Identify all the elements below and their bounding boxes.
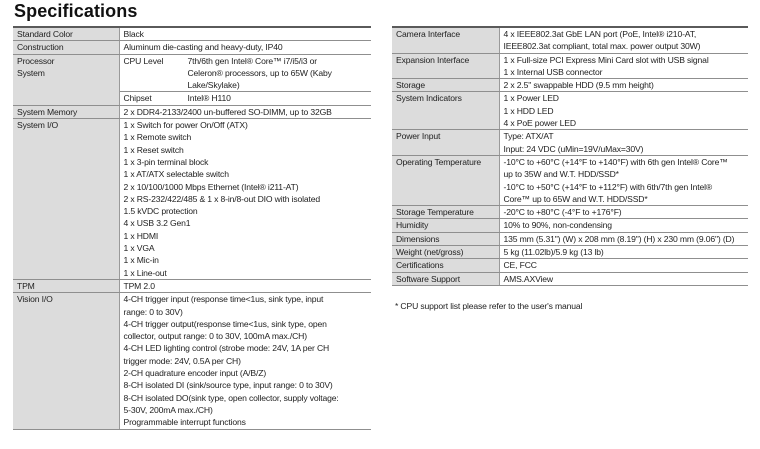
table-row <box>13 279 371 292</box>
row-value: Type: ATX/AT Input: 24 VDC (uMin=19V/uMax=30V) <box>499 130 748 156</box>
cpu-level-value: 7th/6th gen Intel® Core™ i7/i5/i3 or Celeron® processors, up to 65W (Kaby Lake/Skylake) <box>187 55 332 91</box>
row-value: TPM 2.0 <box>119 279 371 292</box>
row-value: -10°C to +60°C (+14°F to +140°F) with 6th gen Intel® Core™ up to 35W and W.T. HDD/SSD* -10°C to +50°C (+14°F to +112°F) with 6th/7th gen Intel® Core™ up to 65W and W.T. HDD/SSD* <box>499 155 748 205</box>
row-label: Standard Color <box>13 27 119 41</box>
chipset-value: Intel® H110 <box>188 92 372 105</box>
row-value: 135 mm (5.31") (W) x 208 mm (8.19") (H) x 230 mm (9.06") (D) <box>499 232 748 245</box>
row-label: Dimensions <box>392 232 499 245</box>
row-label: TPM <box>13 279 119 292</box>
table-row <box>392 232 748 245</box>
row-label: System Memory <box>13 105 119 118</box>
row-label <box>13 54 119 105</box>
table-row <box>13 54 371 105</box>
row-label: Storage Temperature <box>392 206 499 219</box>
table-row <box>392 130 748 156</box>
table-row <box>13 41 371 54</box>
row-value: 2 x 2.5" swappable HDD (9.5 mm height) <box>499 79 748 92</box>
row-label: Storage <box>392 79 499 92</box>
row-label: Operating Temperature <box>392 155 499 205</box>
row-value: 10% to 90%, non-condensing <box>499 219 748 232</box>
row-label: Power Input <box>392 130 499 156</box>
row-label: System I/O <box>13 119 119 280</box>
table-row <box>392 272 748 285</box>
processor-value <box>119 54 371 105</box>
row-label: Camera Interface <box>392 27 499 53</box>
table-row <box>13 293 371 429</box>
row-value: Aluminum die-casting and heavy-duty, IP40 <box>119 41 371 54</box>
table-row <box>392 206 748 219</box>
table-row <box>392 155 748 205</box>
row-value: 5 kg (11.02lb)/5.9 kg (13 lb) <box>499 246 748 259</box>
vision-io-value: 4-CH trigger input (response time<1us, sink type, input range: 0 to 30V) 4-CH trigger output(response time<1us, sink type, open collector, output range: 0 to 30V, 100mA max./CH) 4-CH LED lighting control (strobe mode: 24V, 1A per CH trigger mode: 24V, 0.5A per CH) 2-CH quadrature encoder input (A/B/Z) 8-CH isolated DI (sink/source type, input range: 0 to 30V) 8-CH isolated DO(sink type, open collector, supply voltage: 5-30V, 200mA max./CH) Programmable interrupt functions <box>119 293 371 429</box>
row-label: Vision I/O <box>13 293 119 429</box>
row-value: CE, FCC <box>499 259 748 272</box>
table-row <box>392 259 748 272</box>
footnote: * CPU support list please refer to the user's manual <box>395 301 583 311</box>
table-row <box>392 79 748 92</box>
table-row <box>13 27 371 41</box>
row-value: AMS.AXView <box>499 272 748 285</box>
row-value: 2 x DDR4-2133/2400 un-buffered SO-DIMM, up to 32GB <box>119 105 371 118</box>
cpu-level-label: CPU Level <box>123 55 164 66</box>
processor-label-line: Processor <box>17 55 55 66</box>
spec-table-right <box>392 26 748 286</box>
processor-label-line: System <box>17 67 45 78</box>
table-row <box>13 119 371 280</box>
table-row <box>13 105 371 118</box>
row-label: Construction <box>13 41 119 54</box>
spec-table-left <box>13 26 371 430</box>
row-label: System Indicators <box>392 92 499 130</box>
row-label: Certifications <box>392 259 499 272</box>
row-value: 1 x Power LED 1 x HDD LED 4 x PoE power LED <box>499 92 748 130</box>
table-row <box>392 92 748 130</box>
row-value: 4 x IEEE802.3at GbE LAN port (PoE, Intel® i210-AT, IEEE802.3at compliant, total max. power output 30W) <box>499 27 748 53</box>
table-row <box>392 53 748 79</box>
row-value: Black <box>119 27 371 41</box>
system-io-value: 1 x Switch for power On/Off (ATX) 1 x Remote switch 1 x Reset switch 1 x 3-pin terminal block 1 x AT/ATX selectable switch 2 x 10/100/1000 Mbps Ethernet (Intel® i211-AT) 2 x RS-232/422/485 & 1 x 8-in/8-out DIO with isolated 1.5 kVDC protection 4 x USB 3.2 Gen1 1 x HDMI 1 x VGA 1 x Mic-in 1 x Line-out <box>119 119 371 280</box>
table-row <box>392 246 748 259</box>
chipset-label: Chipset <box>120 92 188 105</box>
row-value: -20°C to +80°C (-4°F to +176°F) <box>499 206 748 219</box>
row-label: Weight (net/gross) <box>392 246 499 259</box>
table-row <box>392 219 748 232</box>
row-label: Humidity <box>392 219 499 232</box>
page-title: Specifications <box>14 1 138 21</box>
row-value: 1 x Full-size PCI Express Mini Card slot with USB signal 1 x Internal USB connector <box>499 53 748 79</box>
row-label: Expansion Interface <box>392 53 499 79</box>
row-label: Software Support <box>392 272 499 285</box>
table-row <box>392 27 748 53</box>
